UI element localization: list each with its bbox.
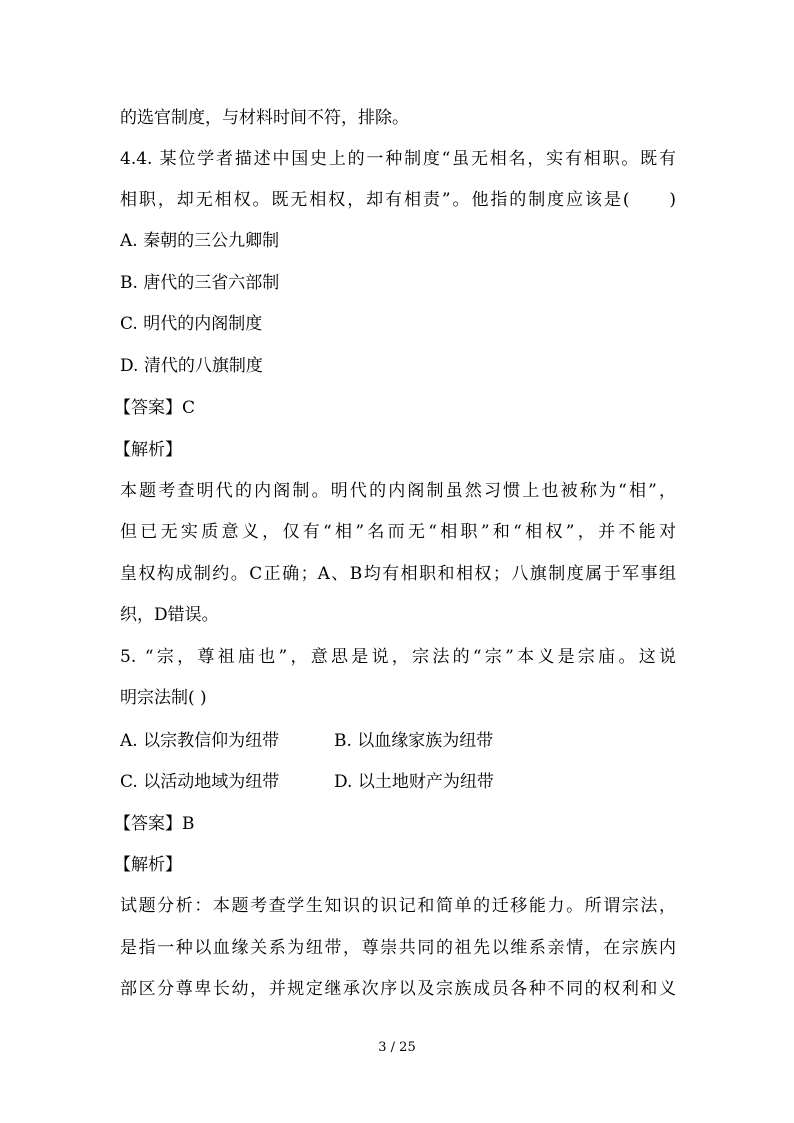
- question-5-answer: 【答案】B: [114, 814, 195, 834]
- question-4-analysis-line: 皇权构成制约。C正确；A、B均有相职和相权；八旗制度属于军事组: [120, 564, 676, 584]
- question-5-option-a: A. 以宗教信仰为纽带: [120, 731, 280, 751]
- question-4-analysis-line: 但已无实质意义，仅有“相”名而无“相职”和“相权”，并不能对: [120, 522, 676, 542]
- question-4-stem-line: 4.4. 某位学者描述中国史上的一种制度“虽无相名，实有相职。既有: [120, 149, 676, 169]
- question-5-analysis-line: 部区分尊卑长幼，并规定继承次序以及宗族成员各种不同的权利和义: [120, 979, 676, 999]
- question-5-stem-line: 5. “宗，尊祖庙也”，意思是说，宗法的“宗”本义是宗庙。这说: [120, 647, 676, 667]
- question-4-option-a: A. 秦朝的三公九卿制: [120, 231, 280, 251]
- question-4-option-b: B. 唐代的三省六部制: [120, 273, 280, 293]
- question-4-stem-line: 相职，却无相权。既无相权，却有相责”。他指的制度应该是( ): [120, 190, 676, 210]
- question-4-answer: 【答案】C: [114, 398, 196, 418]
- question-4-option-c: C. 明代的内阁制度: [120, 314, 263, 334]
- question-5-analysis-line: 是指一种以血缘关系为纽带，尊崇共同的祖先以维系亲情，在宗族内: [120, 938, 676, 958]
- question-4-option-d: D. 清代的八旗制度: [120, 356, 263, 376]
- question-5-option-b: B. 以血缘家族为纽带: [334, 731, 494, 751]
- question-4-analysis-line: 织，D错误。: [120, 605, 219, 625]
- question-5-option-d: D. 以土地财产为纽带: [334, 772, 494, 792]
- question-5-option-c: C. 以活动地域为纽带: [120, 772, 280, 792]
- question-5-analysis-line: 试题分析：本题考查学生知识的识记和简单的迁移能力。所谓宗法，: [120, 896, 676, 916]
- page-number: 3 / 25: [378, 1040, 416, 1055]
- question-5-analysis-heading: 【解析】: [114, 855, 182, 875]
- question-5-stem-line: 明宗法制( ): [120, 688, 207, 708]
- question-4-analysis-heading: 【解析】: [114, 440, 182, 460]
- question-4-analysis-line: 本题考查明代的内阁制。明代的内阁制虽然习惯上也被称为“相”，: [120, 481, 676, 501]
- text-line: 的选官制度，与材料时间不符，排除。: [120, 108, 409, 128]
